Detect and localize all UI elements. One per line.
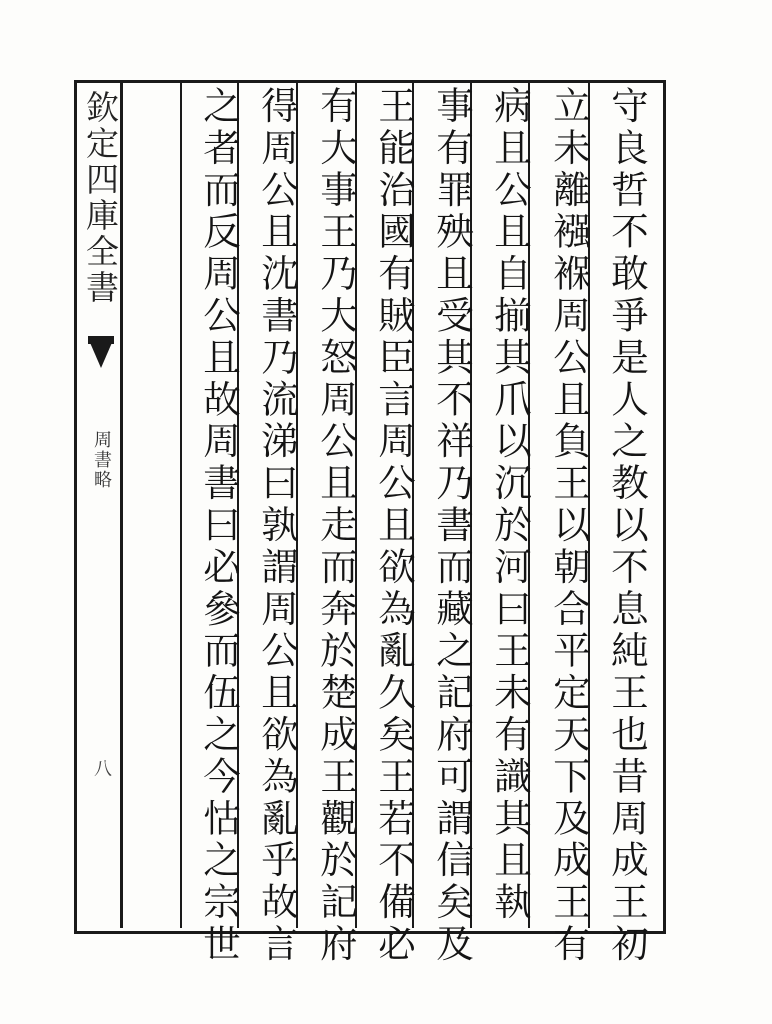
text-column-3: 病且公且自揃其爪以沉於河曰王未有識其且執 [488,86,532,924]
chapter-label: 周書略 [91,430,112,490]
text-column-1: 守良哲不敢爭是人之教以不息純王也昔周成王初 [605,86,649,966]
text-column-5: 王能治國有賊臣言周公且欲為亂久矣王若不備必 [372,86,416,966]
text-column-4: 事有罪殃且受其不祥乃書而藏之記府可謂信矣及 [430,86,474,966]
page-number: 八 [94,759,112,780]
text-column-6: 有大事王乃大怒周公且走而奔於楚成王觀於記府 [314,86,358,966]
column-rule [180,82,182,928]
text-column-2: 立未離襁褓周公且負王以朝合平定天下及成王有 [547,86,591,966]
fishtail-triangle-icon [88,338,114,368]
text-column-8: 之者而反周公且故周書曰必參而伍之今怙之宗世 [197,86,241,966]
text-column-7: 得周公且沈書乃流涕曰孰謂周公且欲為亂乎故言 [255,86,299,966]
book-title: 欽定四庫全書 [81,90,120,306]
margin-divider [120,82,123,928]
